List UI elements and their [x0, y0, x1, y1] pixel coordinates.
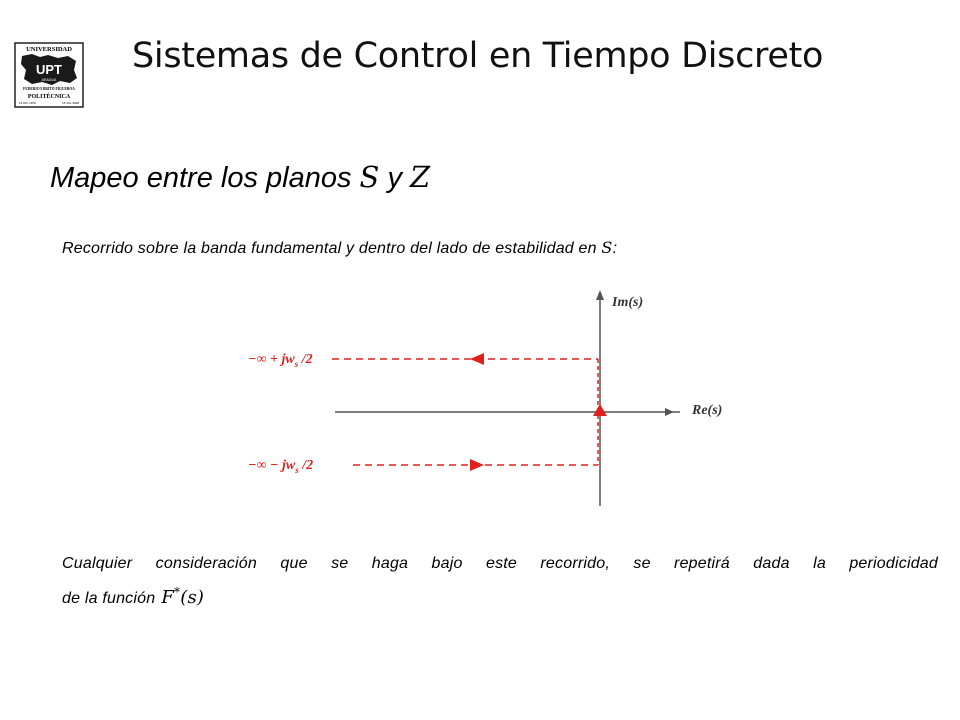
logo-bottom-text: POLITÉCNICA	[27, 94, 71, 100]
closing-line-2	[62, 578, 938, 613]
top-path-label: −∞ + $jw_s$ /2	[248, 352, 313, 369]
formula-base: F	[161, 587, 175, 608]
subtitle-prefix: Mapeo entre los planos	[50, 162, 360, 194]
imaginary-axis-arrowhead-icon	[596, 290, 604, 300]
im-axis-label: Im(s)	[612, 295, 644, 310]
closing-line-2-text: de la función	[62, 590, 156, 607]
left-arrow-icon	[470, 353, 484, 365]
s-plane-diagram	[240, 284, 723, 510]
logo-date-right: 16 JUL 2008	[62, 101, 79, 105]
function-formula	[161, 587, 204, 608]
university-logo	[14, 42, 84, 108]
logo-date-left: 12 DIC 1976	[19, 101, 36, 105]
logo-middle-text: UPT	[36, 62, 62, 77]
subtitle-connector: y	[379, 162, 411, 194]
real-axis-arrowhead-icon	[665, 408, 674, 416]
university-seal-icon	[14, 42, 84, 108]
formula-sup: *	[174, 585, 181, 599]
subtitle-var-s: S	[359, 160, 380, 194]
up-arrow-icon	[593, 404, 607, 416]
page-title: Sistemas de Control en Tiempo Discreto	[132, 36, 824, 76]
formula-arg: (s)	[180, 587, 205, 608]
intro-suffix: :	[612, 240, 618, 257]
closing-paragraph	[62, 550, 938, 613]
section-subtitle	[50, 160, 430, 195]
intro-paragraph	[62, 238, 617, 258]
logo-name-text: FEDERICO BRITO FIGUEROA	[23, 87, 75, 91]
subtitle-var-z: Z	[410, 160, 431, 194]
right-arrow-icon	[470, 459, 484, 471]
closing-line-1: Cualquier consideración que se haga bajo este recorrido, se repetirá dada la periodicidad	[62, 555, 938, 572]
re-axis-label: Re(s)	[692, 403, 723, 418]
intro-var: S	[601, 238, 613, 257]
bottom-path-label: −∞ − $jw_s$ /2	[248, 458, 314, 475]
logo-top-text: UNIVERSIDAD	[26, 46, 72, 53]
intro-text: Recorrido sobre la banda fundamental y dentro del lado de estabilidad en	[62, 240, 602, 257]
logo-city-text: ARAGUA	[41, 78, 57, 82]
